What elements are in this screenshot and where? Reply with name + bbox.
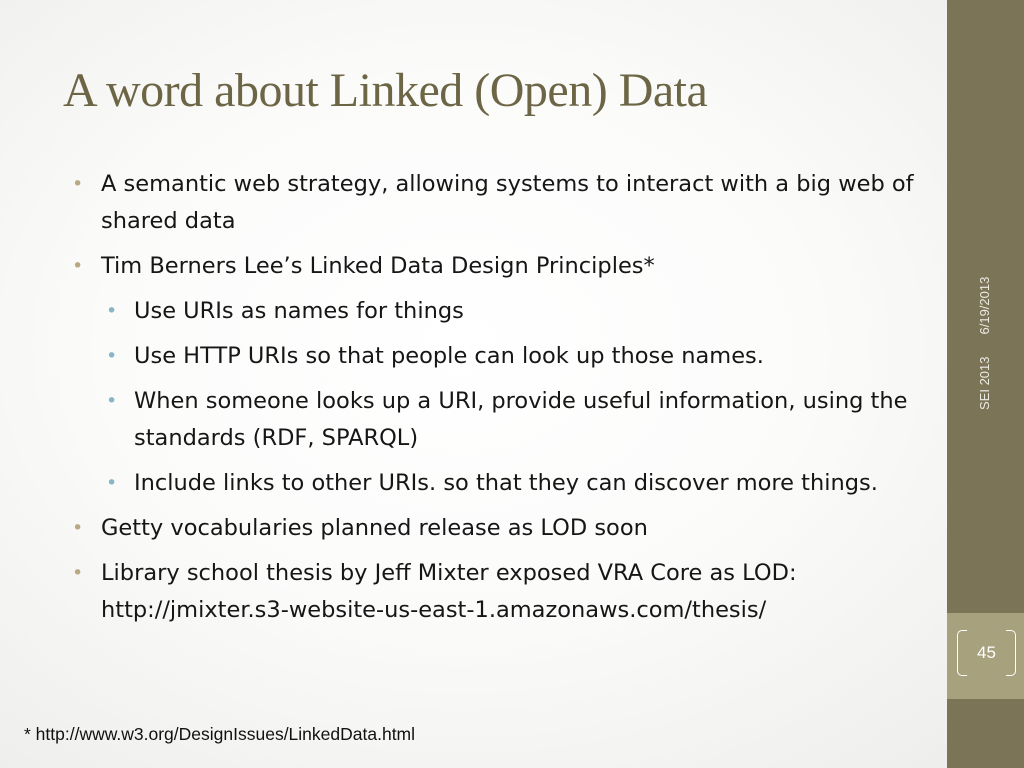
date-label: 6/19/2013 [977, 276, 992, 335]
bullet-item: • A semantic web strategy, allowing systems to interact with a big web of shared data [73, 166, 918, 240]
sub-bullet-item: • Include links to other URIs. so that they can discover more things. [73, 465, 918, 502]
sub-bullet-item: • Use HTTP URIs so that people can look up those names. [73, 338, 918, 375]
slide-number-box [957, 630, 1016, 678]
footnote: * http://www.w3.org/DesignIssues/LinkedData.html [24, 724, 416, 744]
bullet-list [73, 166, 918, 637]
sidebar-meta [970, 210, 1000, 410]
slide-title: A word about Linked (Open) Data [63, 64, 708, 117]
bullet-item: • Library school thesis by Jeff Mixter exposed VRA Core as LOD: http://jmixter.s3-website-us-east-1.amazonaws.com/thesis/ [73, 555, 918, 629]
sub-bullet-item: • Use URIs as names for things [73, 293, 918, 330]
slide-number: 45 [977, 643, 996, 662]
bullet-item: • Getty vocabularies planned release as LOD soon [73, 510, 918, 547]
event-label: SEI 2013 [977, 356, 992, 410]
bullet-item: • Tim Berners Lee’s Linked Data Design Principles* [73, 248, 918, 285]
sub-bullet-item: • When someone looks up a URI, provide useful information, using the standards (RDF, SPARQL) [73, 383, 918, 457]
